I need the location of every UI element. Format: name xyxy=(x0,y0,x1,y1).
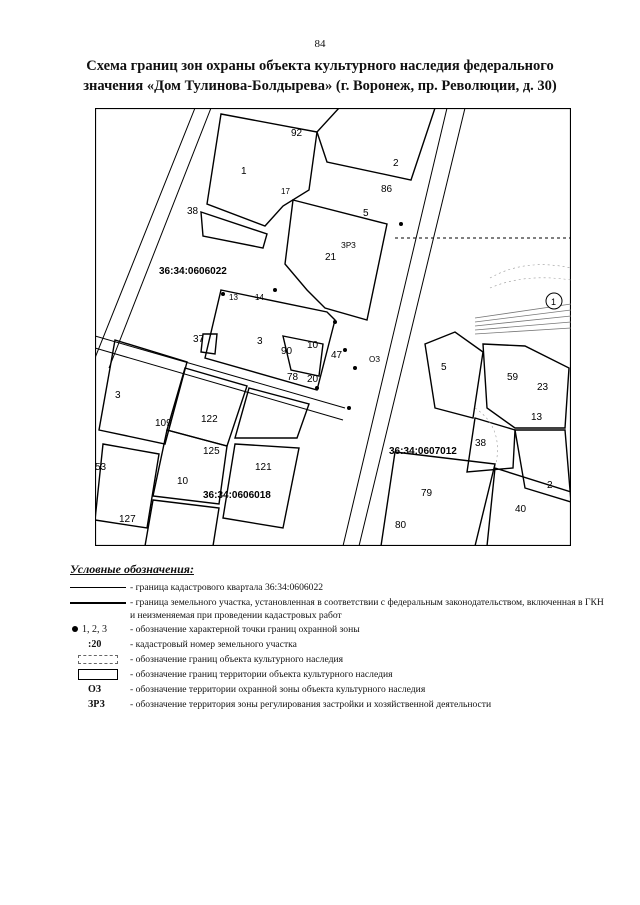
legend-text: - граница земельного участка, установленная в соответствии с федеральным законодательством, включенная в ГКН и неизменяемая при проведении кадастровых работ xyxy=(130,597,604,621)
legend-symbol xyxy=(70,653,128,666)
parcel-label: 21 xyxy=(325,252,337,263)
parcel-label: 53 xyxy=(95,462,107,473)
legend-heading: Условные обозначения: xyxy=(70,562,194,576)
parcel-label: 2 xyxy=(547,480,553,491)
legend-text: - обозначение территории охранной зоны объекта культурного наследия xyxy=(130,684,426,695)
legend-symbol: 1, 2, 3 xyxy=(70,623,128,636)
parcel-label: 59 xyxy=(507,372,519,383)
point-dot-icon xyxy=(72,626,78,632)
svg-text:1: 1 xyxy=(551,297,557,307)
parcel-label: 13 xyxy=(229,293,238,302)
parcel-label: 92 xyxy=(291,128,303,139)
circle-marker xyxy=(546,293,562,309)
quarter-label: 36:34:0607012 xyxy=(389,446,457,457)
parcel-label: 40 xyxy=(515,504,527,515)
parcel-label: 37 xyxy=(193,334,205,345)
parcel-label: 10 xyxy=(307,340,319,351)
quarter-label: 36:34:0606022 xyxy=(159,266,227,277)
parcel-label: 3 xyxy=(257,336,263,347)
legend-text: - обозначение характерной точки границ охранной зоны xyxy=(130,624,360,635)
parcel-label: 17 xyxy=(281,187,290,196)
legend-item-heritage-boundary xyxy=(70,653,610,667)
parcel-label: 90 xyxy=(281,346,293,357)
parcel-label: 5 xyxy=(441,362,447,373)
legend-item-parcel-boundary xyxy=(70,596,610,622)
parcel-label: 13 xyxy=(531,412,543,423)
legend-item-point xyxy=(70,623,610,637)
legend-symbol xyxy=(70,668,128,681)
parcel-label: ОЗ xyxy=(369,355,381,364)
parcel-label: 20 xyxy=(307,374,319,385)
parcel-label: 86 xyxy=(381,184,393,195)
legend-text: - граница кадастрового квартала 36:34:0606022 xyxy=(130,582,324,593)
parcel-label: 2 xyxy=(393,158,399,169)
parcel-label: 10 xyxy=(177,476,189,487)
parcel-label: 122 xyxy=(201,414,218,425)
parcel-label: 78 xyxy=(287,372,299,383)
parcel-label: 109 xyxy=(155,418,172,429)
legend-text: - обозначение территория зоны регулирования застройки и хозяйственной деятельности xyxy=(130,699,492,710)
parcel-label: 38 xyxy=(187,206,199,217)
parcel-label: 5 xyxy=(363,208,369,219)
legend-symbol xyxy=(70,596,128,609)
title-line-2: значения «Дом Тулинова-Болдырева» (г. Воронеж, пр. Революции, д. 30) xyxy=(83,78,557,94)
parcel-label: 127 xyxy=(119,514,136,525)
legend-symbol xyxy=(70,581,128,594)
legend-item-protection-zone xyxy=(70,683,610,697)
title-line-1: Схема границ зон охраны объекта культурного наследия федерального xyxy=(86,58,554,74)
parcel-label: 14 xyxy=(255,293,264,302)
cadastral-map xyxy=(95,108,571,546)
parcel-label: 121 xyxy=(255,462,272,473)
legend-text: - обозначение границ объекта культурного наследия xyxy=(130,654,344,665)
parcel-label: 125 xyxy=(203,446,220,457)
legend-item-heritage-territory xyxy=(70,668,610,682)
page-title xyxy=(60,56,580,96)
parcel-label: 47 xyxy=(331,350,343,361)
legend-text: - обозначение границ территории объекта культурного наследия xyxy=(130,669,393,680)
legend xyxy=(70,562,610,713)
parcel-label: 38 xyxy=(475,438,487,449)
parcel-label: ЗРЗ xyxy=(341,241,356,250)
legend-symbol: ОЗ xyxy=(88,684,102,695)
quarter-label: 36:34:0606018 xyxy=(203,490,271,501)
legend-symbol: :20 xyxy=(88,639,102,650)
parcel-label: 80 xyxy=(395,520,407,531)
legend-symbol: ЗРЗ xyxy=(88,699,105,710)
page-number: 84 xyxy=(314,38,326,50)
legend-item-cadastral-number xyxy=(70,638,610,652)
legend-text: - кадастровый номер земельного участка xyxy=(130,639,297,650)
parcel-label: 1 xyxy=(241,166,247,177)
legend-item-regulation-zone xyxy=(70,698,610,712)
parcel-label: 3 xyxy=(115,390,121,401)
parcel-label: 23 xyxy=(537,382,549,393)
parcel-label: 79 xyxy=(421,488,433,499)
legend-item-quarter-boundary xyxy=(70,581,610,595)
